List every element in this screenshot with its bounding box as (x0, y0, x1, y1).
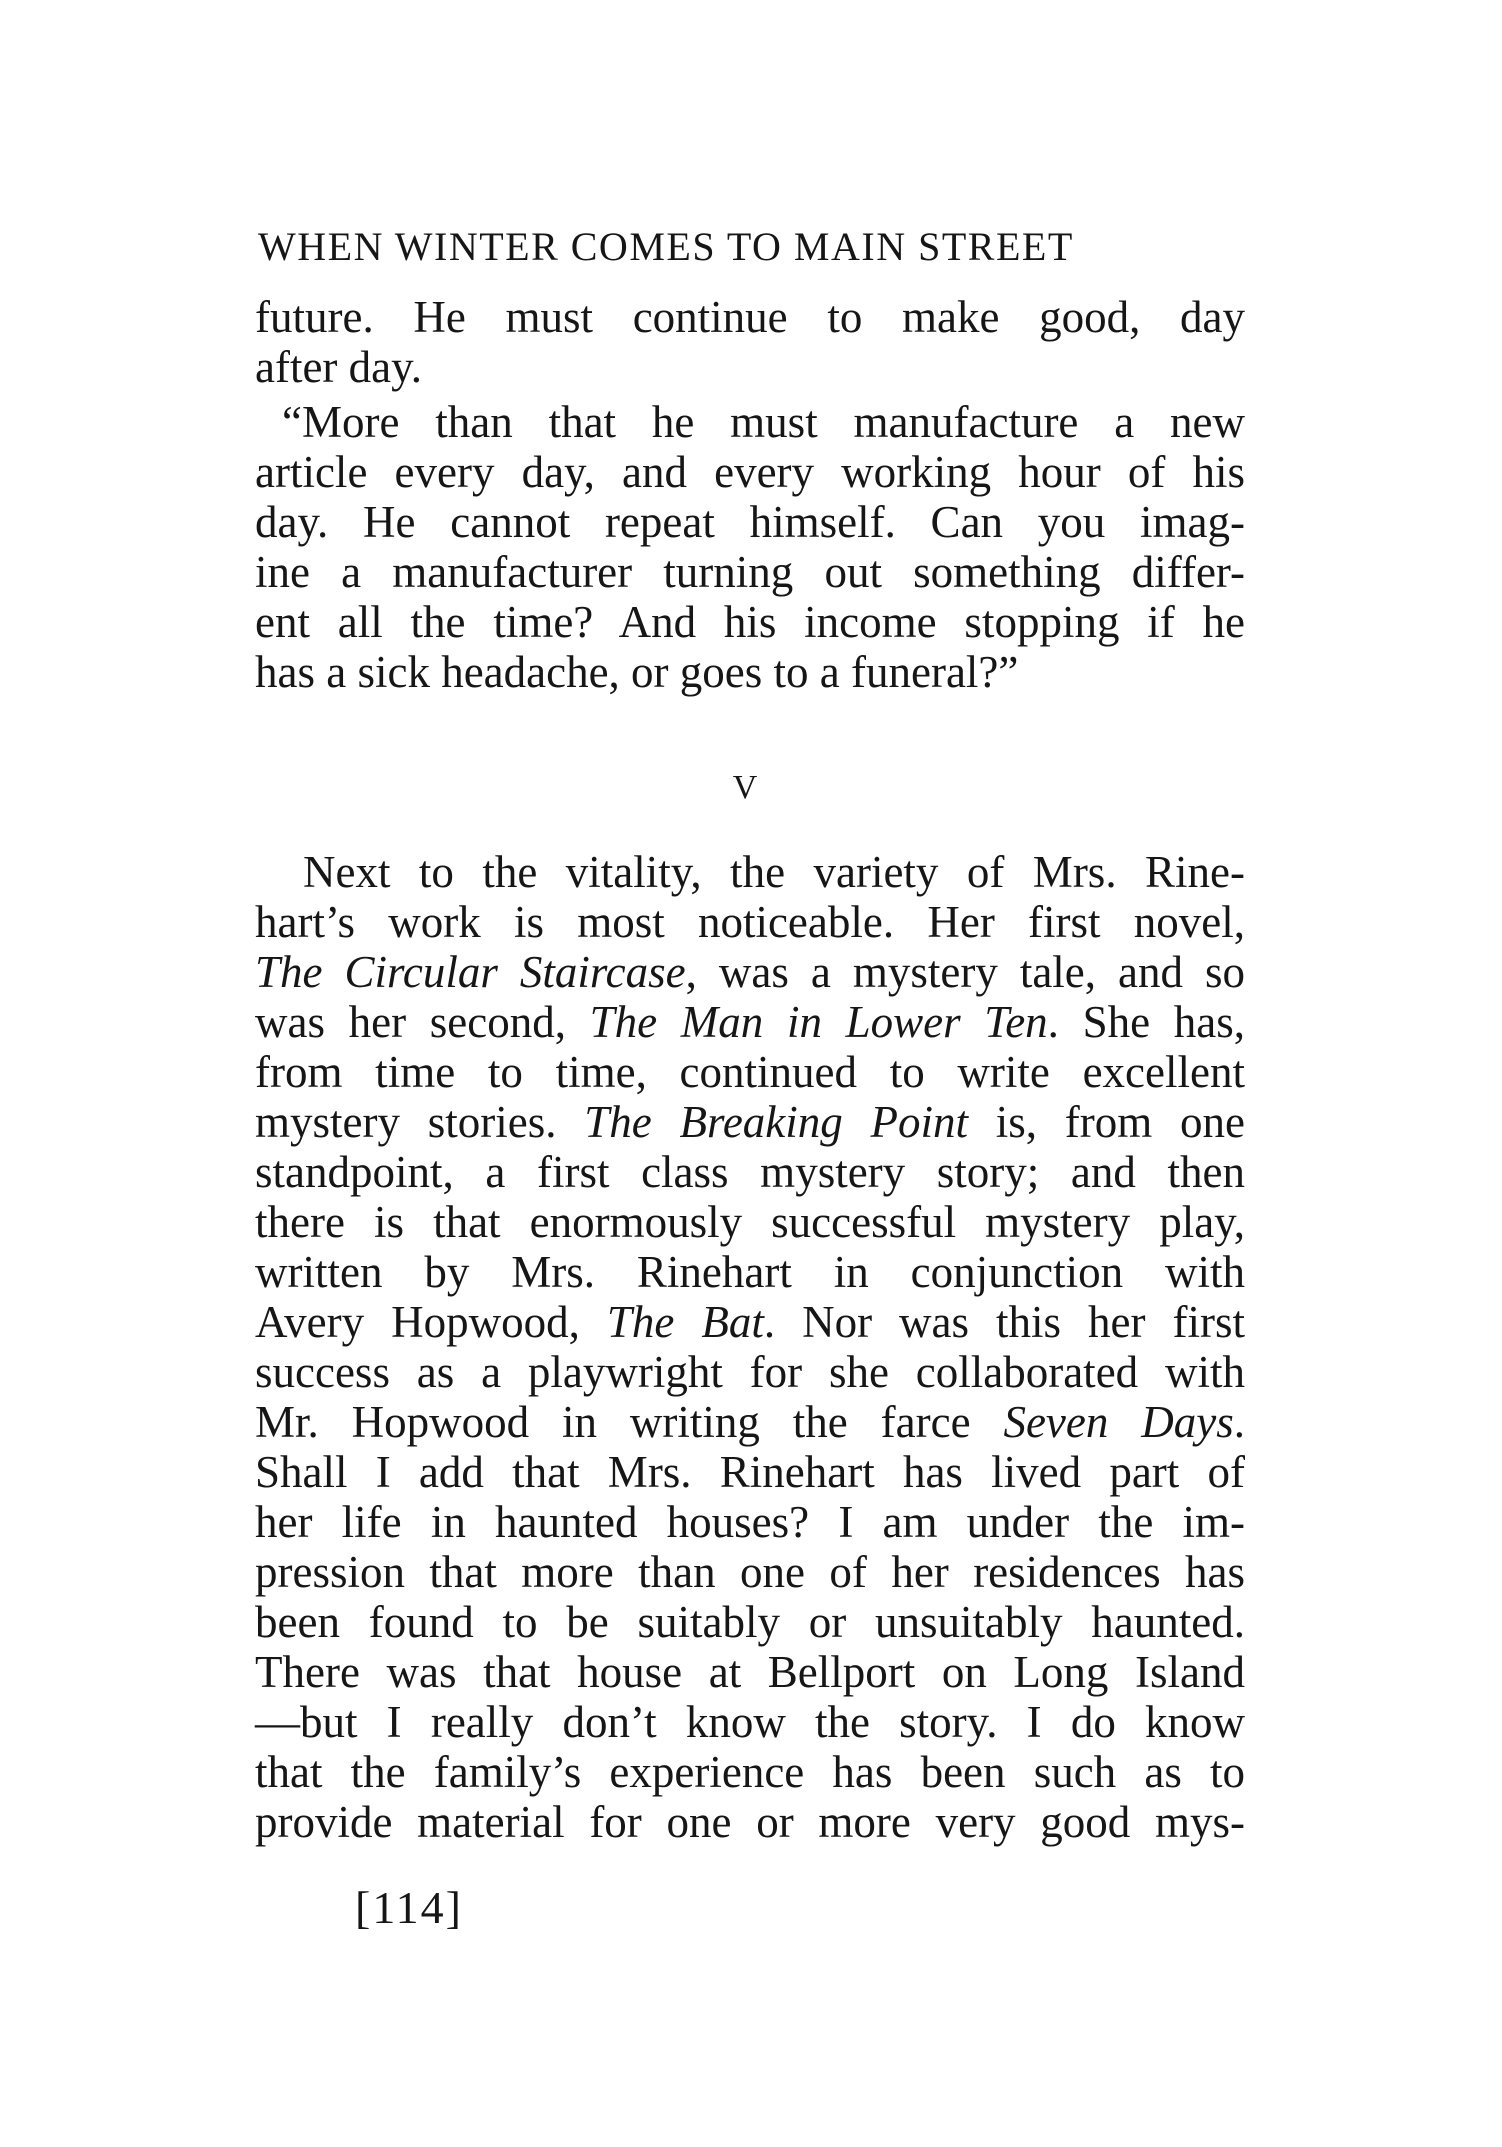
text-line: from time to time, continued to write excellent (255, 1047, 1245, 1097)
text-line: Mr. Hopwood in writing the farce Seven Days. (255, 1397, 1245, 1447)
text-line: provide material for one or more very good mys- (255, 1797, 1245, 1847)
text-line: ent all the time? And his income stopping if he (255, 597, 1245, 647)
text-line: there is that enormously successful mystery play, (255, 1197, 1245, 1247)
text-line: Avery Hopwood, The Bat. Nor was this her first (255, 1297, 1245, 1347)
text-line: pression that more than one of her residences has (255, 1547, 1245, 1597)
text-line: after day. (255, 342, 422, 392)
text-line: Next to the vitality, the variety of Mrs. Rine- (303, 847, 1245, 897)
text-line: Shall I add that Mrs. Rinehart has lived part of (255, 1447, 1245, 1497)
running-head: WHEN WINTER COMES TO MAIN STREET (258, 224, 1074, 269)
text-line: “More than that he must manufacture a new (282, 397, 1245, 447)
text-line: There was that house at Bellport on Long Island (255, 1647, 1245, 1697)
text-line: The Circular Staircase, was a mystery tale, and so (255, 947, 1246, 997)
book-title: The Breaking Point (584, 1097, 969, 1147)
text-line: mystery stories. The Breaking Point is, from one (255, 1097, 1245, 1147)
text-line: success as a playwright for she collaborated with (255, 1347, 1245, 1397)
text-line: standpoint, a first class mystery story; and then (255, 1147, 1245, 1197)
text-line: her life in haunted houses? I am under the im- (255, 1497, 1245, 1547)
text-line: written by Mrs. Rinehart in conjunction with (255, 1247, 1245, 1297)
text-line: article every day, and every working hour of his (255, 447, 1245, 497)
text-line: hart’s work is most noticeable. Her first novel, (255, 897, 1245, 947)
book-title: The Circular Staircase (255, 947, 686, 997)
text-line: future. He must continue to make good, day (255, 292, 1245, 342)
play-title: The Bat (606, 1297, 764, 1347)
text-line: day. He cannot repeat himself. Can you imag- (255, 497, 1245, 547)
section-number: V (732, 769, 758, 806)
book-title: The Man in Lower Ten (589, 997, 1048, 1047)
text-line: has a sick headache, or goes to a funeral?” (255, 647, 1019, 697)
text-line: been found to be suitably or unsuitably haunted. (255, 1597, 1245, 1647)
text-line: —but I really don’t know the story. I do know (255, 1697, 1245, 1747)
text-line: ine a manufacturer turning out something differ- (255, 547, 1245, 597)
text-line: was her second, The Man in Lower Ten. She has, (255, 997, 1245, 1047)
text-line: that the family’s experience has been such as to (255, 1747, 1245, 1797)
play-title: Seven Days (1003, 1397, 1234, 1447)
page-number: [114] (355, 1882, 463, 1933)
